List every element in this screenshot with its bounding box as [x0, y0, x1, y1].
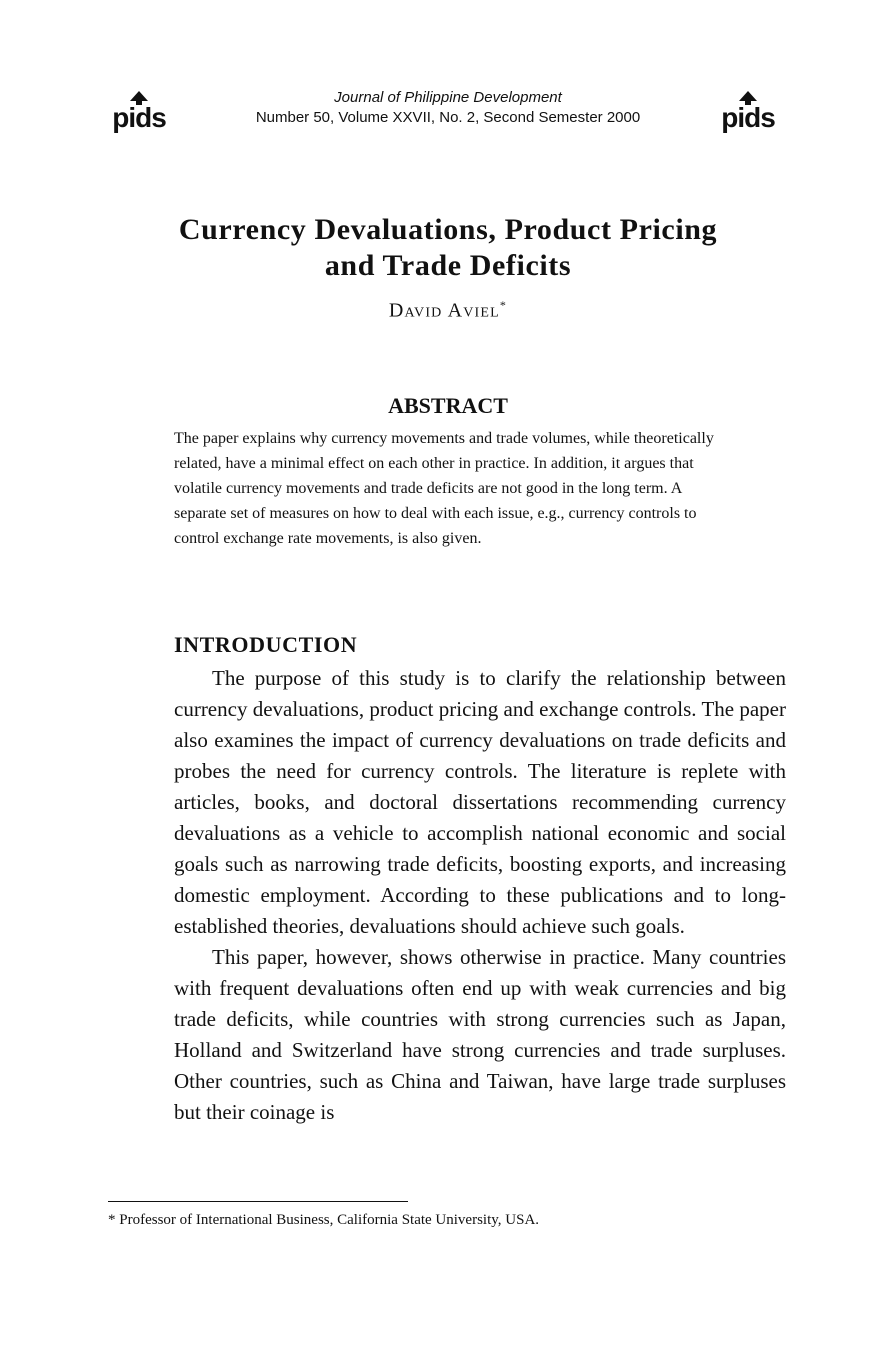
title-line-1: Currency Devaluations, Product Pricing — [178, 213, 718, 246]
author-footnote-mark: * — [499, 298, 508, 312]
journal-name: Journal of Philippine Development — [334, 89, 562, 106]
article-title — [0, 212, 896, 284]
footnote-rule — [108, 1201, 408, 1202]
author — [0, 298, 896, 323]
author-name: David Aviel — [388, 299, 500, 322]
introduction-heading: INTRODUCTION — [174, 632, 358, 657]
logo-text: pids — [721, 102, 775, 133]
issue-info: Number 50, Volume XXVII, No. 2, Second Semester 2000 — [255, 109, 641, 126]
footnote: * Professor of International Business, California State University, USA. — [108, 1212, 540, 1228]
abstract-heading: ABSTRACT — [388, 393, 508, 418]
logo-text: pids — [112, 102, 166, 133]
abstract-text: The paper explains why currency movements and trade volumes, while theoretically related, have a minimal effect on each other in practice. In addition, it argues that volatile currency movements and trade deficits are not good in the long term. A separate set of measures on how to deal with each issue, e.g., currency controls to control exchange rate movements, is also given. — [174, 430, 714, 547]
journal-header — [0, 88, 896, 128]
paragraph: This paper, however, shows otherwise in practice. Many countries with frequent devaluations often end up with weak currencies and big trade deficits, while countries with strong currencies such as Japan, Holland and Switzerland have strong currencies and trade surpluses. Other countries, such as China and Taiwan, have large trade surpluses but their coinage is — [174, 945, 786, 1124]
paragraph: The purpose of this study is to clarify the relationship between currency devaluations, product pricing and exchange controls. The paper also examines the impact of currency devaluations on trade deficits and probes the need for currency controls. The literature is replete with articles, books, and doctoral dissertations recommending currency devaluations as a vehicle to accomplish national economic and social goals such as narrowing trade deficits, boosting exports, and increasing domestic employment. According to these publications and to long-established theories, devaluations should achieve such goals. — [174, 666, 786, 938]
title-line-2: and Trade Deficits — [324, 249, 572, 282]
introduction-body — [174, 663, 786, 1128]
